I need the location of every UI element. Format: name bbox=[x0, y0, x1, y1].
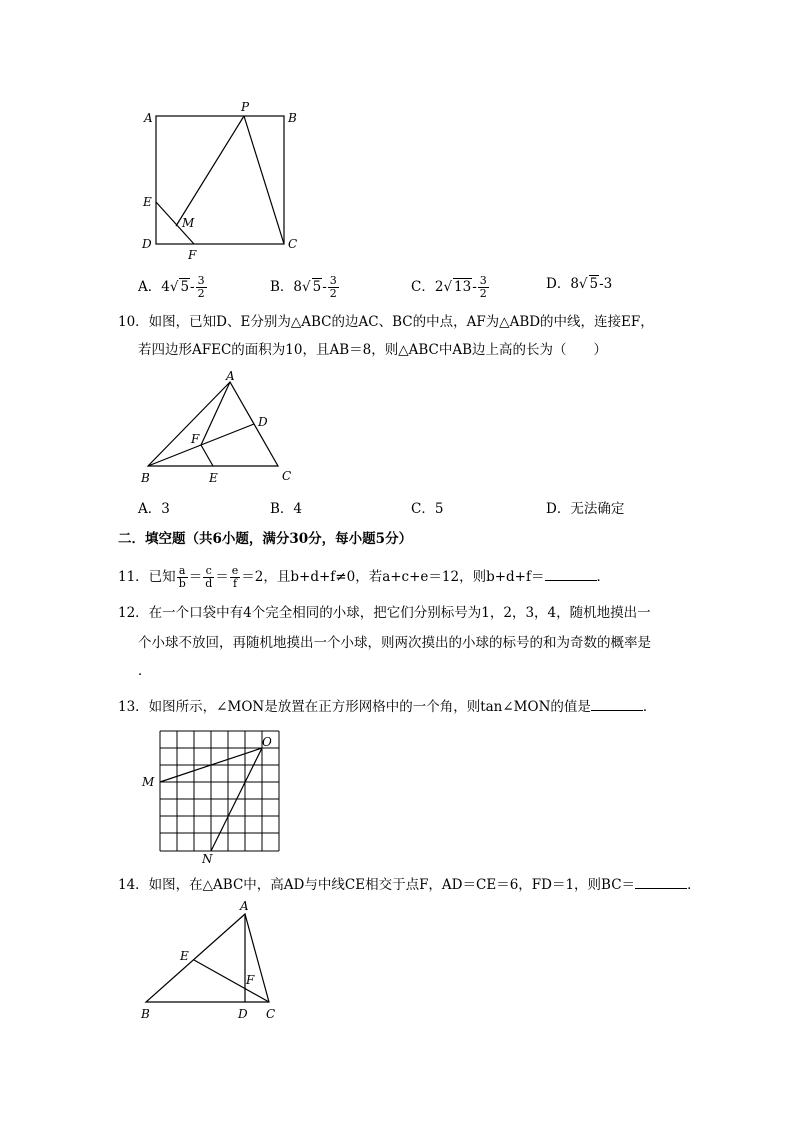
label-a: A bbox=[144, 111, 153, 125]
q9-option-a[interactable]: A．4√ 5- $\frac{3}{2}$ bbox=[138, 274, 205, 300]
triangle-figure-q14 bbox=[136, 898, 286, 1024]
label-f: F bbox=[188, 248, 197, 262]
grid-figure-q13 bbox=[138, 725, 283, 865]
label-e: E bbox=[180, 949, 189, 963]
option-letter: C． bbox=[411, 279, 435, 295]
label-m: M bbox=[142, 775, 155, 789]
segment-pc bbox=[244, 116, 284, 244]
q10-option-d[interactable]: D．无法确定 bbox=[546, 501, 625, 517]
label-d: D bbox=[258, 415, 268, 429]
q12-line3: ． bbox=[138, 663, 152, 679]
label-o: O bbox=[262, 735, 272, 749]
answer-blank[interactable] bbox=[635, 874, 687, 889]
label-c: C bbox=[288, 237, 298, 251]
option-fraction: $\frac{3}{2}$ bbox=[479, 274, 487, 300]
label-b: B bbox=[141, 471, 150, 485]
fraction-e-f: $\frac{e}{f}$ bbox=[231, 564, 239, 590]
q9-option-d[interactable]: D．8√ 5-3 bbox=[546, 276, 613, 292]
q12-line2: 个小球不放回，再随机地摸出一个小球，则两次摸出的小球的标号的和为奇数的概率是 bbox=[138, 635, 651, 651]
label-b: B bbox=[141, 1007, 150, 1021]
label-a: A bbox=[226, 370, 235, 383]
section-heading: 二．填空题（共6小题，满分30分，每小题5分） bbox=[118, 531, 413, 547]
option-coef: 2 bbox=[434, 279, 444, 295]
label-e: E bbox=[143, 195, 152, 209]
option-fraction: $\frac{3}{2}$ bbox=[329, 274, 337, 300]
label-c: C bbox=[282, 469, 292, 483]
option-letter: B． bbox=[270, 279, 294, 295]
q10-line2: 若四边形AFEC的面积为10，且AB＝8，则△ABC中AB边上高的长为（ ） bbox=[138, 342, 608, 358]
option-radicand: 5 bbox=[589, 276, 599, 292]
segment-pm bbox=[176, 116, 244, 226]
segment-fe bbox=[201, 445, 213, 466]
triangle-figure-q10 bbox=[136, 370, 301, 490]
q9-option-c[interactable]: C．2√ 13- $\frac{3}{2}$ bbox=[411, 274, 487, 300]
square-figure bbox=[138, 98, 308, 263]
triangle-abc bbox=[146, 914, 269, 1002]
q14-line: 14．如图，在△ABC中，高AD与中线CE相交于点F，AD＝CE＝6，FD＝1，则BC＝ ． bbox=[118, 874, 701, 894]
option-coef: 8 bbox=[570, 276, 579, 292]
q11-line: 11．已知 $\frac{a}{b}$ ＝ $\frac{c}{d}$ ＝ $\frac{e}{f}$ ＝2，且b+d+f≠0，若a+c+e＝12，则b+d+f＝ ． bbox=[118, 564, 610, 590]
q10-option-c[interactable]: C．5 bbox=[411, 501, 444, 517]
label-d: D bbox=[238, 1007, 248, 1021]
option-radicand: 5 bbox=[312, 279, 322, 295]
label-c: C bbox=[266, 1007, 276, 1021]
option-coef: 4 bbox=[161, 279, 170, 295]
answer-blank[interactable] bbox=[545, 566, 597, 581]
q9-option-b[interactable]: B．8√ 5- $\frac{3}{2}$ bbox=[270, 274, 337, 300]
label-f: F bbox=[191, 432, 200, 446]
fraction-c-d: $\frac{c}{d}$ bbox=[205, 564, 213, 590]
q10-option-a[interactable]: A．3 bbox=[138, 501, 170, 517]
answer-blank[interactable] bbox=[591, 696, 643, 711]
option-letter: A． bbox=[138, 279, 162, 295]
option-radicand: 13 bbox=[454, 279, 472, 295]
square-outline bbox=[156, 116, 284, 244]
label-n: N bbox=[202, 852, 213, 865]
q13-line: 13．如图所示，∠MON是放置在正方形网格中的一个角，则tan∠MON的值是 ． bbox=[118, 696, 656, 716]
label-m: M bbox=[182, 216, 195, 230]
q12-line1: 12．在一个口袋中有4个完全相同的小球，把它们分别标号为1，2，3，4，随机地摸出一 bbox=[118, 605, 651, 621]
label-f: F bbox=[246, 973, 255, 987]
label-p: P bbox=[241, 100, 250, 114]
option-fraction: $\frac{3}{2}$ bbox=[197, 274, 205, 300]
fraction-a-b: $\frac{a}{b}$ bbox=[178, 564, 186, 590]
label-b: B bbox=[288, 111, 297, 125]
median-ce bbox=[194, 960, 269, 1002]
q10-line1: 10．如图，已知D、E分别为△ABC的边AC、BC的中点，AF为△ABD的中线，连接EF， bbox=[118, 314, 654, 330]
option-tail: -3 bbox=[599, 276, 613, 292]
option-letter: D． bbox=[546, 276, 571, 292]
option-radicand: 5 bbox=[180, 279, 190, 295]
label-d: D bbox=[142, 237, 152, 251]
label-e: E bbox=[209, 471, 218, 485]
option-coef: 8 bbox=[293, 279, 303, 295]
q10-option-b[interactable]: B．4 bbox=[270, 501, 303, 517]
label-a: A bbox=[240, 899, 249, 913]
